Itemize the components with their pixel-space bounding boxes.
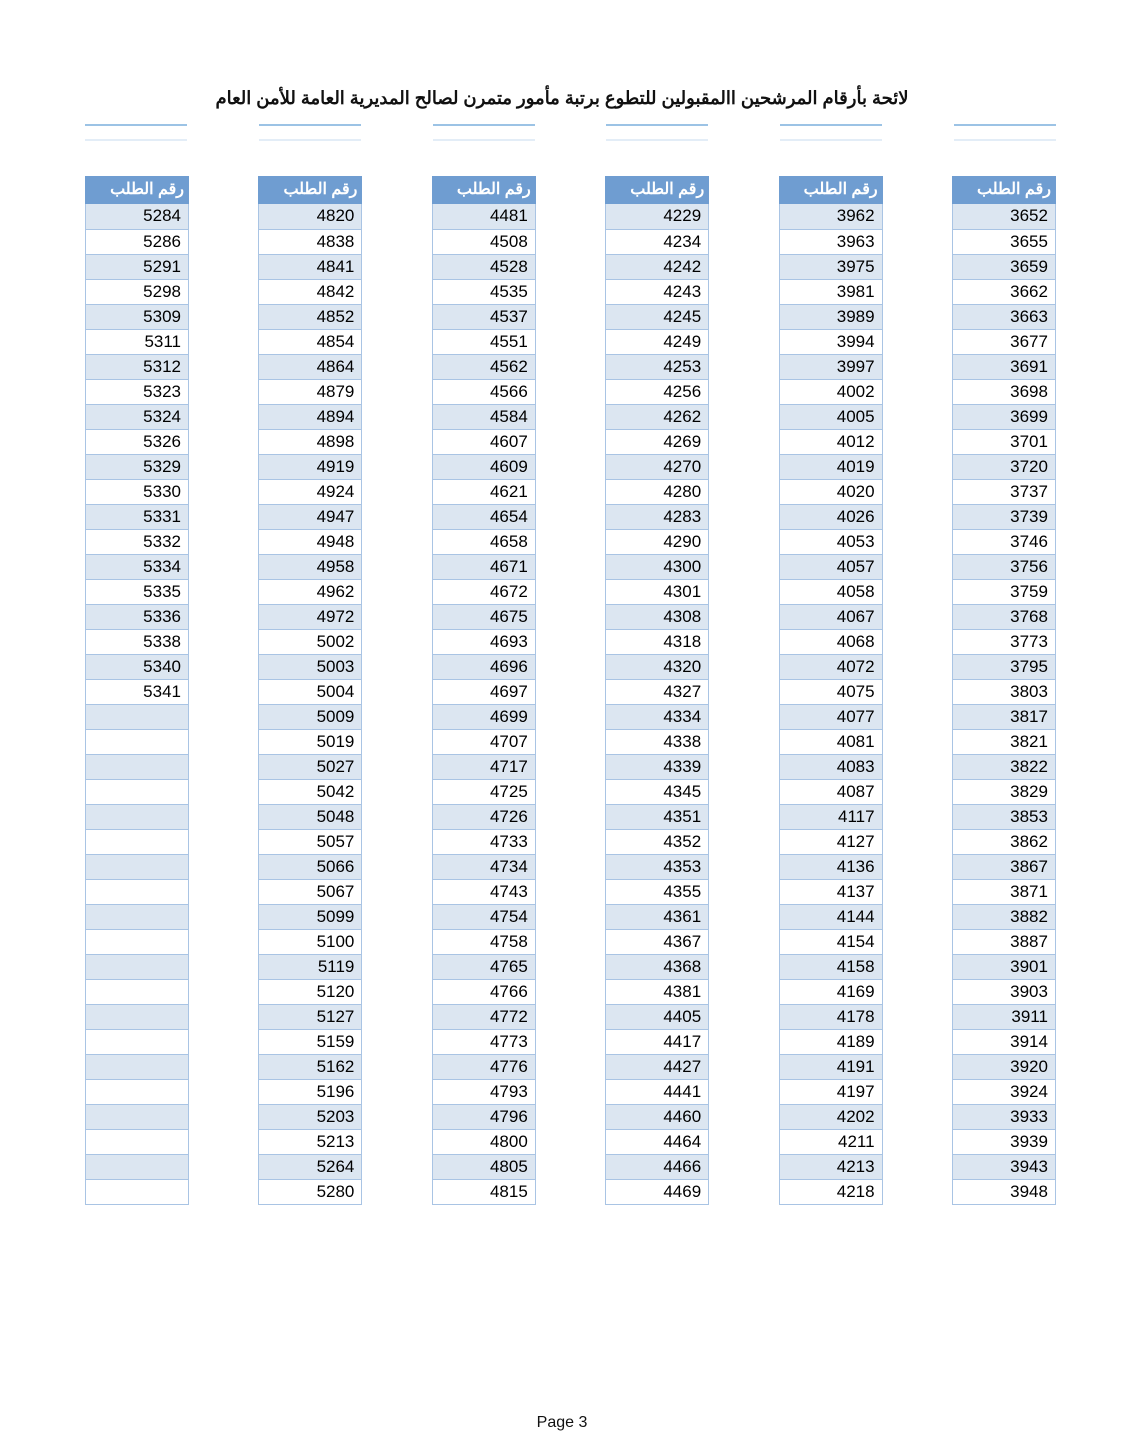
request-number-cell: 4058 bbox=[780, 579, 882, 604]
request-number-cell: 3756 bbox=[953, 554, 1055, 579]
request-number-cell: 3914 bbox=[953, 1029, 1055, 1054]
request-number-cell: 4280 bbox=[606, 479, 708, 504]
request-number-cell: 5066 bbox=[259, 854, 361, 879]
request-number-cell: 4320 bbox=[606, 654, 708, 679]
request-number-cell: 4508 bbox=[433, 229, 535, 254]
request-number-cell: 5326 bbox=[86, 429, 188, 454]
title-underline-segment bbox=[606, 124, 708, 126]
request-number-cell: 3997 bbox=[780, 354, 882, 379]
request-number-cell: 5004 bbox=[259, 679, 361, 704]
request-number-cell: 4137 bbox=[780, 879, 882, 904]
request-number-cell: 4773 bbox=[433, 1029, 535, 1054]
request-number-cell: 3871 bbox=[953, 879, 1055, 904]
request-number-cell bbox=[86, 1104, 188, 1129]
request-number-cell: 4879 bbox=[259, 379, 361, 404]
title-underline-segment bbox=[606, 139, 708, 141]
request-number-cell: 5284 bbox=[86, 204, 188, 229]
request-number-cell: 5162 bbox=[259, 1054, 361, 1079]
request-number-cell: 5002 bbox=[259, 629, 361, 654]
title-underline-segment bbox=[85, 124, 187, 126]
request-number-cell: 4189 bbox=[780, 1029, 882, 1054]
request-number-cell: 4607 bbox=[433, 429, 535, 454]
request-number-cell: 4300 bbox=[606, 554, 708, 579]
request-number-cell: 4693 bbox=[433, 629, 535, 654]
title-underlines-strong bbox=[85, 124, 1056, 126]
request-number-cell: 4417 bbox=[606, 1029, 708, 1054]
request-number-cell: 3939 bbox=[953, 1129, 1055, 1154]
column-header: رقم الطلب bbox=[258, 176, 362, 204]
request-number-cell: 4796 bbox=[433, 1104, 535, 1129]
request-number-cell: 4427 bbox=[606, 1054, 708, 1079]
title-underline-segment bbox=[954, 124, 1056, 126]
request-number-cell: 4234 bbox=[606, 229, 708, 254]
request-number-cell: 5019 bbox=[259, 729, 361, 754]
request-number-cell: 4528 bbox=[433, 254, 535, 279]
request-number-cell: 3698 bbox=[953, 379, 1055, 404]
request-number-cell: 4734 bbox=[433, 854, 535, 879]
request-number-cell: 3737 bbox=[953, 479, 1055, 504]
request-number-cell: 4717 bbox=[433, 754, 535, 779]
request-number-cell bbox=[86, 1054, 188, 1079]
request-number-cell: 4353 bbox=[606, 854, 708, 879]
request-number-cell: 4852 bbox=[259, 304, 361, 329]
request-number-cell: 4290 bbox=[606, 529, 708, 554]
page-title: لائحة بأرقام المرشحين االمقبولين للتطوع برتبة مأمور متمرن لصالح المديرية العامة للأمن العام bbox=[215, 88, 909, 108]
request-number-cell: 3981 bbox=[780, 279, 882, 304]
request-number-cell: 4947 bbox=[259, 504, 361, 529]
request-number-cell: 4355 bbox=[606, 879, 708, 904]
request-number-cell: 3963 bbox=[780, 229, 882, 254]
request-number-cell: 4301 bbox=[606, 579, 708, 604]
request-number-cell: 4441 bbox=[606, 1079, 708, 1104]
request-number-cell: 3948 bbox=[953, 1179, 1055, 1204]
request-number-cell: 4338 bbox=[606, 729, 708, 754]
request-number-cell: 4308 bbox=[606, 604, 708, 629]
request-number-cell: 4127 bbox=[780, 829, 882, 854]
request-number-cell: 4537 bbox=[433, 304, 535, 329]
request-number-cell bbox=[86, 954, 188, 979]
request-number-cell: 4696 bbox=[433, 654, 535, 679]
request-number-cell: 5331 bbox=[86, 504, 188, 529]
request-number-cell: 4671 bbox=[433, 554, 535, 579]
request-number-cell: 4766 bbox=[433, 979, 535, 1004]
request-number-cell: 4057 bbox=[780, 554, 882, 579]
title-underline-segment bbox=[954, 139, 1056, 141]
request-number-cell: 5330 bbox=[86, 479, 188, 504]
request-number-cell: 4469 bbox=[606, 1179, 708, 1204]
request-number-cell: 4793 bbox=[433, 1079, 535, 1104]
request-number-cell bbox=[86, 1129, 188, 1154]
request-number-cell: 4012 bbox=[780, 429, 882, 454]
request-number-cell: 5213 bbox=[259, 1129, 361, 1154]
request-number-cell: 3768 bbox=[953, 604, 1055, 629]
request-number-cell: 4067 bbox=[780, 604, 882, 629]
column-header: رقم الطلب bbox=[85, 176, 189, 204]
request-number-cell: 4211 bbox=[780, 1129, 882, 1154]
request-number-cell: 5042 bbox=[259, 779, 361, 804]
request-number-cell: 3933 bbox=[953, 1104, 1055, 1129]
request-number-cell: 3701 bbox=[953, 429, 1055, 454]
column-header: رقم الطلب bbox=[432, 176, 536, 204]
request-number-cell bbox=[86, 704, 188, 729]
column-header: رقم الطلب bbox=[779, 176, 883, 204]
request-number-cell: 4898 bbox=[259, 429, 361, 454]
request-number-cell bbox=[86, 1079, 188, 1104]
request-number-cell: 3924 bbox=[953, 1079, 1055, 1104]
column-header: رقم الطلب bbox=[952, 176, 1056, 204]
request-number-cell: 3903 bbox=[953, 979, 1055, 1004]
request-number-cell: 4481 bbox=[433, 204, 535, 229]
request-number-cell: 5291 bbox=[86, 254, 188, 279]
request-number-cell: 4318 bbox=[606, 629, 708, 654]
request-number-cell: 4345 bbox=[606, 779, 708, 804]
request-number-cell: 4005 bbox=[780, 404, 882, 429]
request-number-cell: 3773 bbox=[953, 629, 1055, 654]
request-number-cell: 4725 bbox=[433, 779, 535, 804]
request-number-cell: 4842 bbox=[259, 279, 361, 304]
request-number-cell: 3817 bbox=[953, 704, 1055, 729]
request-number-cell: 4144 bbox=[780, 904, 882, 929]
column-body bbox=[432, 204, 536, 1205]
request-number-cell: 4726 bbox=[433, 804, 535, 829]
request-number-cell: 4621 bbox=[433, 479, 535, 504]
request-number-cell: 4249 bbox=[606, 329, 708, 354]
request-number-cell: 4218 bbox=[780, 1179, 882, 1204]
request-number-cell: 3662 bbox=[953, 279, 1055, 304]
request-number-cell: 5298 bbox=[86, 279, 188, 304]
request-number-cell: 5324 bbox=[86, 404, 188, 429]
request-number-cell: 4466 bbox=[606, 1154, 708, 1179]
request-number-cell: 5127 bbox=[259, 1004, 361, 1029]
request-number-cell: 3867 bbox=[953, 854, 1055, 879]
request-number-cell: 4562 bbox=[433, 354, 535, 379]
request-number-cell bbox=[86, 729, 188, 754]
request-number-cell: 4733 bbox=[433, 829, 535, 854]
request-number-cell: 4256 bbox=[606, 379, 708, 404]
request-number-cell: 4197 bbox=[780, 1079, 882, 1104]
request-number-cell: 5159 bbox=[259, 1029, 361, 1054]
request-number-cell bbox=[86, 829, 188, 854]
request-number-cell: 5003 bbox=[259, 654, 361, 679]
title-underline-segment bbox=[433, 124, 535, 126]
request-number-cell bbox=[86, 804, 188, 829]
request-number-cell: 3901 bbox=[953, 954, 1055, 979]
request-number-cell: 4191 bbox=[780, 1054, 882, 1079]
request-number-cell: 4924 bbox=[259, 479, 361, 504]
request-number-cell: 3989 bbox=[780, 304, 882, 329]
column-body bbox=[952, 204, 1056, 1205]
request-number-table bbox=[85, 176, 1056, 1205]
request-number-column bbox=[605, 176, 709, 1205]
request-number-cell: 4075 bbox=[780, 679, 882, 704]
request-number-cell: 4068 bbox=[780, 629, 882, 654]
request-number-cell: 5067 bbox=[259, 879, 361, 904]
request-number-cell: 5338 bbox=[86, 629, 188, 654]
request-number-cell: 4368 bbox=[606, 954, 708, 979]
request-number-cell: 4654 bbox=[433, 504, 535, 529]
request-number-cell: 4245 bbox=[606, 304, 708, 329]
request-number-cell: 4699 bbox=[433, 704, 535, 729]
request-number-cell: 4758 bbox=[433, 929, 535, 954]
title-underline-segment bbox=[780, 139, 882, 141]
request-number-cell: 4053 bbox=[780, 529, 882, 554]
request-number-cell: 4262 bbox=[606, 404, 708, 429]
request-number-cell: 4243 bbox=[606, 279, 708, 304]
request-number-cell: 3691 bbox=[953, 354, 1055, 379]
request-number-cell bbox=[86, 1029, 188, 1054]
request-number-cell: 4675 bbox=[433, 604, 535, 629]
request-number-cell: 5323 bbox=[86, 379, 188, 404]
request-number-cell: 3943 bbox=[953, 1154, 1055, 1179]
request-number-cell: 3911 bbox=[953, 1004, 1055, 1029]
column-header: رقم الطلب bbox=[605, 176, 709, 204]
request-number-column bbox=[85, 176, 189, 1205]
request-number-cell: 4158 bbox=[780, 954, 882, 979]
request-number-cell: 3821 bbox=[953, 729, 1055, 754]
request-number-cell: 4169 bbox=[780, 979, 882, 1004]
request-number-cell: 4117 bbox=[780, 804, 882, 829]
request-number-cell: 5099 bbox=[259, 904, 361, 929]
request-number-cell: 4327 bbox=[606, 679, 708, 704]
request-number-cell: 3882 bbox=[953, 904, 1055, 929]
request-number-cell: 5100 bbox=[259, 929, 361, 954]
request-number-cell: 4136 bbox=[780, 854, 882, 879]
request-number-cell: 4864 bbox=[259, 354, 361, 379]
request-number-cell: 5119 bbox=[259, 954, 361, 979]
request-number-cell: 4352 bbox=[606, 829, 708, 854]
request-number-cell: 4213 bbox=[780, 1154, 882, 1179]
request-number-column bbox=[952, 176, 1056, 1205]
request-number-cell: 3659 bbox=[953, 254, 1055, 279]
request-number-cell: 3962 bbox=[780, 204, 882, 229]
column-body bbox=[779, 204, 883, 1205]
request-number-cell bbox=[86, 754, 188, 779]
request-number-cell: 3759 bbox=[953, 579, 1055, 604]
request-number-cell: 3677 bbox=[953, 329, 1055, 354]
request-number-cell: 4958 bbox=[259, 554, 361, 579]
request-number-cell: 4697 bbox=[433, 679, 535, 704]
request-number-cell: 5264 bbox=[259, 1154, 361, 1179]
request-number-column bbox=[779, 176, 883, 1205]
request-number-cell: 5280 bbox=[259, 1179, 361, 1204]
request-number-cell: 3720 bbox=[953, 454, 1055, 479]
request-number-cell: 5336 bbox=[86, 604, 188, 629]
request-number-cell: 3862 bbox=[953, 829, 1055, 854]
request-number-cell: 4743 bbox=[433, 879, 535, 904]
request-number-cell: 3853 bbox=[953, 804, 1055, 829]
column-body bbox=[605, 204, 709, 1205]
title-underline-segment bbox=[780, 124, 882, 126]
request-number-cell: 4002 bbox=[780, 379, 882, 404]
request-number-cell: 3652 bbox=[953, 204, 1055, 229]
request-number-cell: 4894 bbox=[259, 404, 361, 429]
request-number-cell: 3699 bbox=[953, 404, 1055, 429]
request-number-cell: 4805 bbox=[433, 1154, 535, 1179]
request-number-cell: 4707 bbox=[433, 729, 535, 754]
request-number-cell: 5332 bbox=[86, 529, 188, 554]
request-number-cell: 4460 bbox=[606, 1104, 708, 1129]
request-number-cell: 3829 bbox=[953, 779, 1055, 804]
request-number-cell: 4854 bbox=[259, 329, 361, 354]
request-number-cell: 3739 bbox=[953, 504, 1055, 529]
request-number-cell: 4083 bbox=[780, 754, 882, 779]
request-number-cell: 4026 bbox=[780, 504, 882, 529]
title-underline-segment bbox=[85, 139, 187, 141]
request-number-column bbox=[432, 176, 536, 1205]
request-number-cell: 3663 bbox=[953, 304, 1055, 329]
request-number-cell: 3746 bbox=[953, 529, 1055, 554]
request-number-cell: 5196 bbox=[259, 1079, 361, 1104]
request-number-cell: 4919 bbox=[259, 454, 361, 479]
request-number-cell: 4020 bbox=[780, 479, 882, 504]
request-number-cell: 4609 bbox=[433, 454, 535, 479]
request-number-cell: 4841 bbox=[259, 254, 361, 279]
request-number-cell bbox=[86, 1004, 188, 1029]
request-number-cell: 5009 bbox=[259, 704, 361, 729]
request-number-cell: 4339 bbox=[606, 754, 708, 779]
request-number-cell bbox=[86, 929, 188, 954]
request-number-cell: 5120 bbox=[259, 979, 361, 1004]
request-number-cell: 3920 bbox=[953, 1054, 1055, 1079]
request-number-cell bbox=[86, 979, 188, 1004]
request-number-cell: 3887 bbox=[953, 929, 1055, 954]
request-number-cell: 4242 bbox=[606, 254, 708, 279]
request-number-cell: 4361 bbox=[606, 904, 708, 929]
request-number-cell: 4658 bbox=[433, 529, 535, 554]
title-underline-segment bbox=[259, 139, 361, 141]
request-number-cell bbox=[86, 879, 188, 904]
request-number-cell bbox=[86, 1154, 188, 1179]
request-number-cell: 3994 bbox=[780, 329, 882, 354]
request-number-cell: 4283 bbox=[606, 504, 708, 529]
request-number-cell: 4672 bbox=[433, 579, 535, 604]
request-number-cell: 4972 bbox=[259, 604, 361, 629]
request-number-cell: 4087 bbox=[780, 779, 882, 804]
request-number-cell: 3655 bbox=[953, 229, 1055, 254]
request-number-cell: 4815 bbox=[433, 1179, 535, 1204]
request-number-cell: 5048 bbox=[259, 804, 361, 829]
request-number-cell: 4269 bbox=[606, 429, 708, 454]
title-underlines-faint bbox=[85, 139, 1056, 141]
request-number-cell: 4820 bbox=[259, 204, 361, 229]
request-number-cell bbox=[86, 1179, 188, 1204]
request-number-cell: 5334 bbox=[86, 554, 188, 579]
request-number-cell: 4334 bbox=[606, 704, 708, 729]
request-number-cell: 5329 bbox=[86, 454, 188, 479]
request-number-cell: 4077 bbox=[780, 704, 882, 729]
request-number-cell: 4202 bbox=[780, 1104, 882, 1129]
request-number-cell: 4178 bbox=[780, 1004, 882, 1029]
request-number-cell: 4072 bbox=[780, 654, 882, 679]
request-number-cell: 4229 bbox=[606, 204, 708, 229]
request-number-cell: 4776 bbox=[433, 1054, 535, 1079]
request-number-cell: 4838 bbox=[259, 229, 361, 254]
request-number-cell: 4464 bbox=[606, 1129, 708, 1154]
request-number-cell: 4962 bbox=[259, 579, 361, 604]
request-number-cell: 5311 bbox=[86, 329, 188, 354]
request-number-cell: 4019 bbox=[780, 454, 882, 479]
title-underline-segment bbox=[259, 124, 361, 126]
title-underline-segment bbox=[433, 139, 535, 141]
request-number-cell: 3822 bbox=[953, 754, 1055, 779]
request-number-cell: 3975 bbox=[780, 254, 882, 279]
column-body bbox=[258, 204, 362, 1205]
request-number-cell: 4081 bbox=[780, 729, 882, 754]
request-number-cell bbox=[86, 854, 188, 879]
request-number-cell: 4253 bbox=[606, 354, 708, 379]
request-number-cell: 4584 bbox=[433, 404, 535, 429]
request-number-cell: 5312 bbox=[86, 354, 188, 379]
request-number-cell: 4551 bbox=[433, 329, 535, 354]
request-number-cell: 4800 bbox=[433, 1129, 535, 1154]
request-number-cell bbox=[86, 904, 188, 929]
request-number-cell: 5340 bbox=[86, 654, 188, 679]
request-number-cell: 4154 bbox=[780, 929, 882, 954]
request-number-cell: 4948 bbox=[259, 529, 361, 554]
request-number-cell: 5027 bbox=[259, 754, 361, 779]
page-number: Page 3 bbox=[536, 1414, 588, 1431]
request-number-cell bbox=[86, 779, 188, 804]
request-number-cell: 4765 bbox=[433, 954, 535, 979]
request-number-cell: 4772 bbox=[433, 1004, 535, 1029]
request-number-cell: 4270 bbox=[606, 454, 708, 479]
request-number-cell: 5335 bbox=[86, 579, 188, 604]
request-number-cell: 5203 bbox=[259, 1104, 361, 1129]
request-number-cell: 4405 bbox=[606, 1004, 708, 1029]
request-number-cell: 4367 bbox=[606, 929, 708, 954]
request-number-cell: 3795 bbox=[953, 654, 1055, 679]
request-number-cell: 4566 bbox=[433, 379, 535, 404]
column-body bbox=[85, 204, 189, 1205]
request-number-cell: 5057 bbox=[259, 829, 361, 854]
request-number-cell: 5341 bbox=[86, 679, 188, 704]
request-number-cell: 5286 bbox=[86, 229, 188, 254]
request-number-column bbox=[258, 176, 362, 1205]
request-number-cell: 3803 bbox=[953, 679, 1055, 704]
request-number-cell: 4535 bbox=[433, 279, 535, 304]
request-number-cell: 4754 bbox=[433, 904, 535, 929]
request-number-cell: 4381 bbox=[606, 979, 708, 1004]
request-number-cell: 5309 bbox=[86, 304, 188, 329]
request-number-cell: 4351 bbox=[606, 804, 708, 829]
